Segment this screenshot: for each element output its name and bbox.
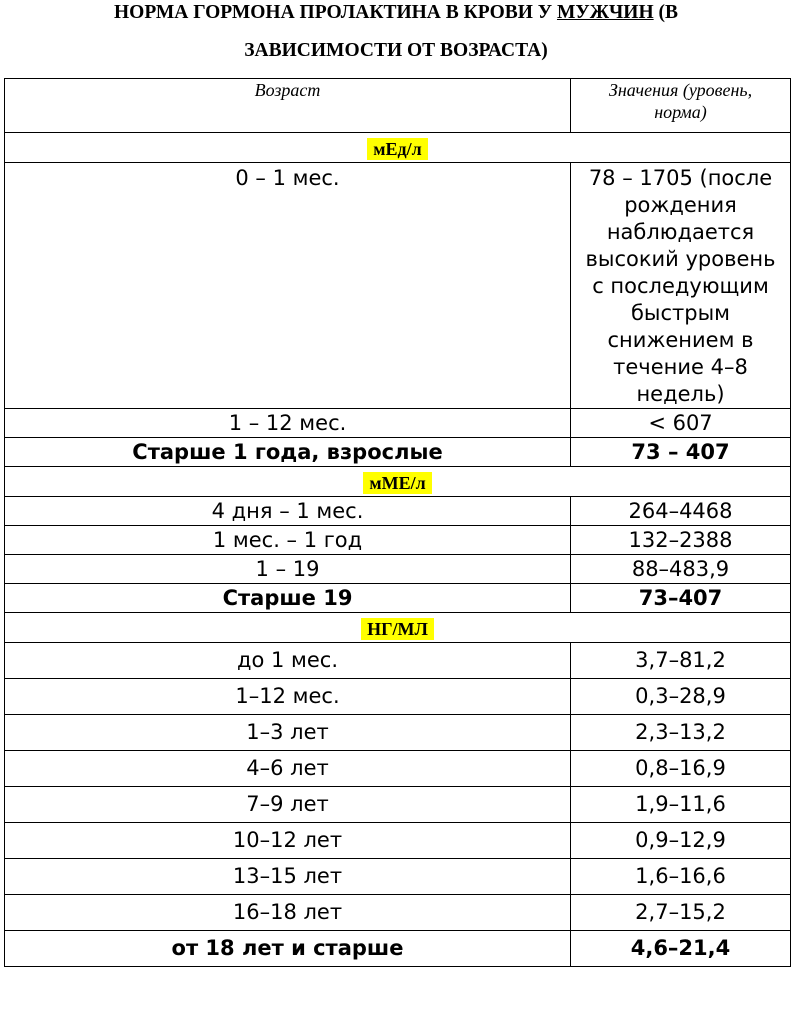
age-cell: 0 – 1 мес. <box>5 163 571 409</box>
value-cell: < 607 <box>571 409 791 438</box>
table-row <box>5 643 791 679</box>
table-row <box>5 526 791 555</box>
age-cell: 16–18 лет <box>5 895 571 931</box>
age-cell: 1 мес. – 1 год <box>5 526 571 555</box>
section-unit-row <box>5 613 791 643</box>
value-cell: 0,8–16,9 <box>571 751 791 787</box>
title-underlined-word: МУЖЧИН <box>556 2 654 23</box>
age-cell: 1 – 19 <box>5 555 571 584</box>
title-text: НОРМА ГОРМОНА ПРОЛАКТИНА В КРОВИ У <box>113 2 557 23</box>
table-row <box>5 409 791 438</box>
table-row <box>5 555 791 584</box>
table-row <box>5 751 791 787</box>
unit-label: НГ/МЛ <box>361 618 434 640</box>
unit-label: мМЕ/л <box>363 472 431 494</box>
value-cell: 132–2388 <box>571 526 791 555</box>
age-cell: Старше 19 <box>5 584 571 613</box>
value-cell: 88–483,9 <box>571 555 791 584</box>
value-cell: 2,7–15,2 <box>571 895 791 931</box>
table-row <box>5 715 791 751</box>
value-cell: 2,3–13,2 <box>571 715 791 751</box>
table-row <box>5 787 791 823</box>
value-cell: 0,9–12,9 <box>571 823 791 859</box>
table-header-row <box>5 79 791 133</box>
header-age: Возраст <box>5 79 571 133</box>
section-unit-row <box>5 133 791 163</box>
value-cell: 264–4468 <box>571 497 791 526</box>
age-cell: Старше 1 года, взрослые <box>5 438 571 467</box>
table-row <box>5 931 791 967</box>
table-row <box>5 823 791 859</box>
table-row <box>5 895 791 931</box>
table-row <box>5 438 791 467</box>
value-cell: 4,6–21,4 <box>571 931 791 967</box>
value-cell: 1,6–16,6 <box>571 859 791 895</box>
age-cell: 10–12 лет <box>5 823 571 859</box>
age-cell: 7–9 лет <box>5 787 571 823</box>
title-text-end: (В <box>653 2 679 23</box>
age-cell: 1–3 лет <box>5 715 571 751</box>
table-row <box>5 859 791 895</box>
value-cell: 0,3–28,9 <box>571 679 791 715</box>
age-cell: от 18 лет и старше <box>5 931 571 967</box>
value-cell: 3,7–81,2 <box>571 643 791 679</box>
prolactin-norms-table <box>4 78 791 967</box>
section-unit-row <box>5 467 791 497</box>
table-row <box>5 584 791 613</box>
page-title-line-1 <box>0 1 792 25</box>
unit-label: мЕд/л <box>367 138 427 160</box>
header-value: Значения (уровень, норма) <box>571 79 791 133</box>
value-cell: 1,9–11,6 <box>571 787 791 823</box>
age-cell: 4–6 лет <box>5 751 571 787</box>
table-row <box>5 497 791 526</box>
value-cell: 73–407 <box>571 584 791 613</box>
age-cell: 13–15 лет <box>5 859 571 895</box>
table-row <box>5 679 791 715</box>
page-title-line-2: ЗАВИСИМОСТИ ОТ ВОЗРАСТА) <box>244 40 548 61</box>
value-cell: 78 – 1705 (после рождения наблюдается высокий уровень с последующим быстрым снижением в течение 4–8 недель) <box>571 163 791 409</box>
age-cell: 1–12 мес. <box>5 679 571 715</box>
age-cell: 1 – 12 мес. <box>5 409 571 438</box>
age-cell: до 1 мес. <box>5 643 571 679</box>
table-row <box>5 163 791 409</box>
age-cell: 4 дня – 1 мес. <box>5 497 571 526</box>
value-cell: 73 – 407 <box>571 438 791 467</box>
